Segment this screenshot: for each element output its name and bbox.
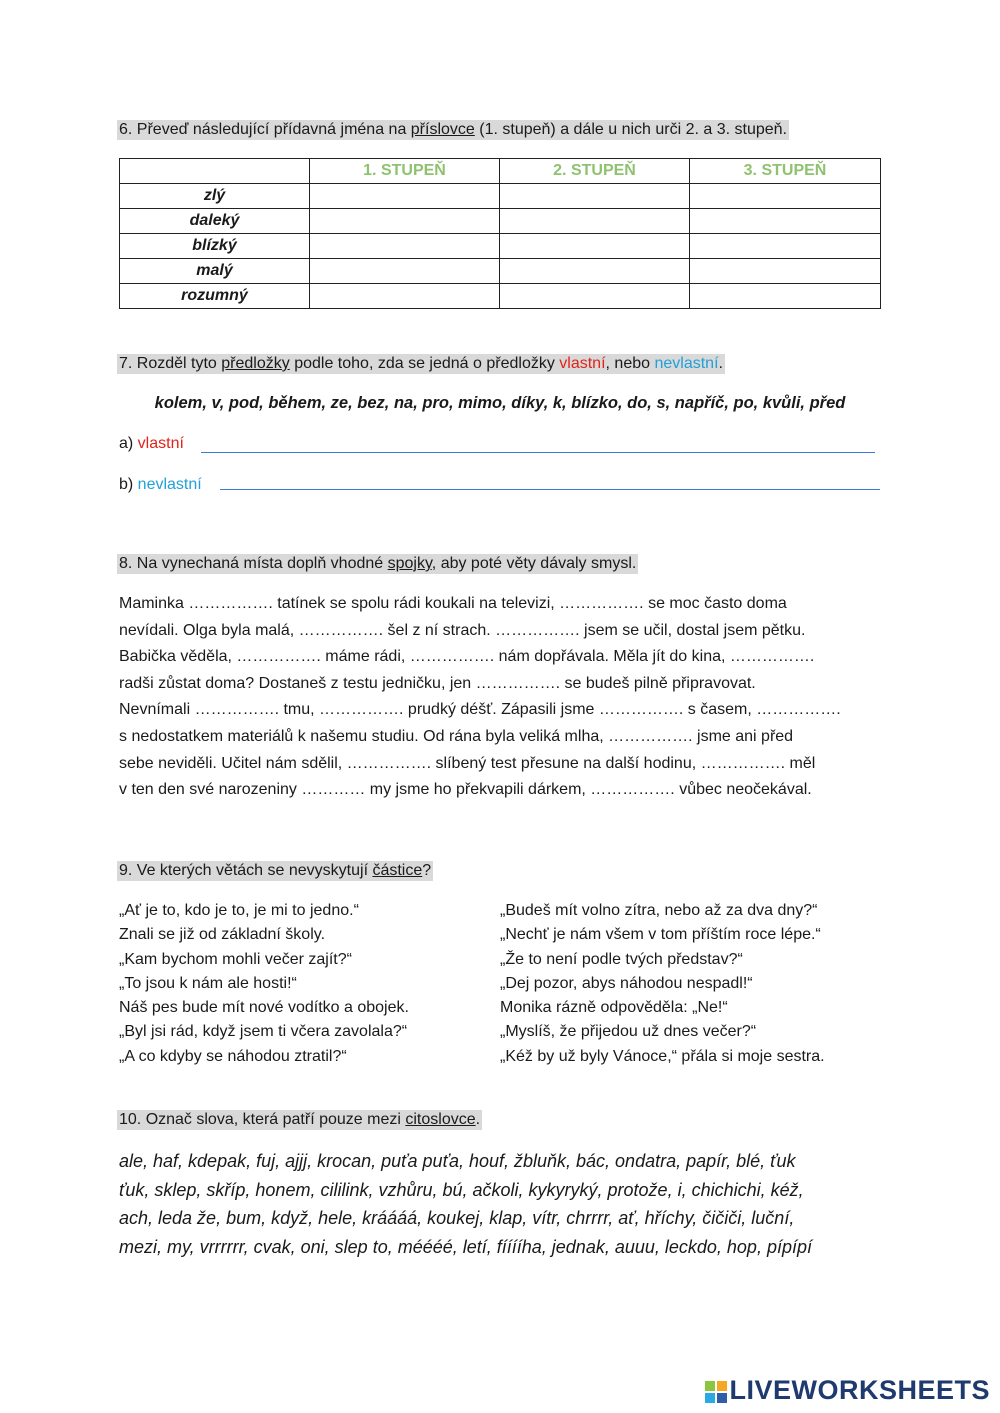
table-row <box>120 234 881 259</box>
task10-keyword: citoslovce <box>405 1111 476 1128</box>
answer-cell[interactable] <box>690 209 881 234</box>
sentence-item[interactable]: „Ať je to, kdo je to, je mi to jedno.“ <box>119 902 359 919</box>
column-header: 2. STUPEŇ <box>500 159 690 184</box>
table-row <box>120 259 881 284</box>
row-label: daleký <box>120 209 310 234</box>
interjection-word-list <box>119 1147 889 1261</box>
table-row <box>120 209 881 234</box>
liveworksheets-logo <box>705 1375 990 1406</box>
sentence-item[interactable]: „Že to není podle tvých představ?“ <box>500 950 743 968</box>
grades-table <box>119 158 881 309</box>
logo-mark-icon <box>705 1381 727 1403</box>
task6-keyword: příslovce <box>410 121 475 138</box>
table-row <box>120 284 881 309</box>
answer-a-line[interactable] <box>201 452 875 453</box>
task9-keyword: částice <box>372 862 423 879</box>
answer-cell[interactable] <box>310 284 500 309</box>
answer-cell[interactable] <box>690 284 881 309</box>
sentence-item[interactable]: „Myslíš, že přijedou už dnes večer?“ <box>500 1023 757 1041</box>
row-label: zlý <box>120 184 310 209</box>
answer-cell[interactable] <box>500 284 690 309</box>
word-line[interactable]: ťuk, sklep, skříp, honem, cililink, vzhůru, bú, ačkoli, kykyryký, protože, i, chichichi, kéž, <box>119 1179 804 1200</box>
logo-square <box>717 1381 727 1391</box>
answer-cell[interactable] <box>310 184 500 209</box>
task8-heading: 8. Na vynechaná místa doplň vhodné spojky, aby poté věty dávaly smysl. <box>119 555 637 572</box>
logo-square <box>705 1381 715 1391</box>
sentence-item[interactable]: Monika rázně odpověděla: „Ne!“ <box>500 999 728 1017</box>
sentence-item[interactable]: „Budeš mít volno zítra, nebo až za dva dny?“ <box>500 902 818 919</box>
answer-cell[interactable] <box>310 234 500 259</box>
sentence-item[interactable]: „To jsou k nám ale hosti!“ <box>119 974 297 992</box>
answer-cell[interactable] <box>310 259 500 284</box>
text-line: sebe neviděli. Učitel nám sdělil, ……………. slíbený test přesune na další hodinu, ……………. měl <box>119 754 816 772</box>
answer-cell[interactable] <box>690 234 881 259</box>
row-label: blízký <box>120 234 310 259</box>
answer-cell[interactable] <box>500 259 690 284</box>
conjunction-paragraph <box>119 591 889 804</box>
task10-heading: 10. Označ slova, která patří pouze mezi citoslovce. <box>119 1111 481 1128</box>
logo-text: LIVEWORKSHEETS <box>729 1375 990 1405</box>
sentence-item[interactable]: „Nechť je nám všem v tom příštím roce lépe.“ <box>500 926 821 944</box>
task7-heading: 7. Rozděl tyto předložky podle toho, zda se jedná o předložky vlastní, nebo nevlastní. <box>119 355 723 372</box>
text-line: Nevnímali ……………. tmu, ……………. prudký déšť. Zápasili jsme ……………. s časem, ……………. <box>119 701 841 719</box>
sentence-item[interactable]: Znali se již od základní školy. <box>119 926 326 944</box>
sentences-right-column <box>500 899 825 1069</box>
sentence-item[interactable]: „Kéž by už byly Vánoce,“ přála si moje sestra. <box>500 1047 825 1065</box>
word-line[interactable]: ach, leda že, bum, když, hele, kráááá, koukej, klap, vítr, chrrrr, ať, hříchy, čičiči, luční, <box>119 1208 795 1228</box>
text-line: s nedostatkem materiálů k našemu studiu. Od rána byla veliká mlha, ……………. jsme ani před <box>119 727 794 745</box>
task9-heading: 9. Ve kterých větách se nevyskytují částice? <box>119 862 432 879</box>
word-line[interactable]: mezi, my, vrrrrrr, cvak, oni, slep to, méééé, letí, fííííha, jednak, auuu, leckdo, hop, pípípí <box>119 1236 812 1257</box>
answer-cell[interactable] <box>690 184 881 209</box>
logo-square <box>705 1393 715 1403</box>
word-line[interactable]: ale, haf, kdepak, fuj, ajjj, krocan, puťa puťa, houf, žbluňk, bác, ondatra, papír, blé, ťuk <box>119 1151 796 1171</box>
answer-cell[interactable] <box>500 184 690 209</box>
answer-a-label: a) vlastní <box>119 435 184 452</box>
sentence-item[interactable]: „Dej pozor, abys náhodou nespadl!“ <box>500 974 753 992</box>
sentences-left-column <box>119 899 409 1069</box>
task6-heading: 6. Převeď následující přídavná jména na příslovce (1. stupeň) a dále u nich urči 2. a 3. stupeň. <box>119 121 787 138</box>
column-header: 1. STUPEŇ <box>310 159 500 184</box>
answer-cell[interactable] <box>690 259 881 284</box>
sentence-item[interactable]: „Byl jsi rád, když jsem ti včera zavolala?“ <box>119 1023 408 1041</box>
prepositions-list: kolem, v, pod, během, ze, bez, na, pro, mimo, díky, k, blízko, do, s, napříč, po, kvůli, před <box>154 394 846 412</box>
table-row <box>120 184 881 209</box>
column-header: 3. STUPEŇ <box>690 159 881 184</box>
task8-keyword: spojky <box>387 555 432 572</box>
answer-cell[interactable] <box>500 234 690 259</box>
table-header-row <box>120 159 881 184</box>
answer-cell[interactable] <box>310 209 500 234</box>
row-label: rozumný <box>120 284 310 309</box>
text-line: Maminka ……………. tatínek se spolu rádi koukali na televizi, ……………. se moc často doma <box>119 595 787 612</box>
header-empty-cell <box>120 159 310 184</box>
sentence-item[interactable]: „A co kdyby se náhodou ztratil?“ <box>119 1047 347 1065</box>
text-line: nevídali. Olga byla malá, ……………. šel z ní strach. ……………. jsem se učil, dostal jsem pětku. <box>119 621 806 639</box>
text-line: v ten den své narozeniny ………… my jsme ho překvapili dárkem, ……………. vůbec neočekával. <box>119 781 812 799</box>
row-label: malý <box>120 259 310 284</box>
answer-cell[interactable] <box>500 209 690 234</box>
sentence-item[interactable]: „Kam bychom mohli večer zajít?“ <box>119 950 352 968</box>
sentence-item[interactable]: Náš pes bude mít nové vodítko a obojek. <box>119 999 409 1017</box>
logo-square <box>717 1393 727 1403</box>
task7-keyword: předložky <box>221 355 290 372</box>
answer-b-line[interactable] <box>220 489 880 490</box>
text-line: radši zůstat doma? Dostaneš z testu jedničku, jen ……………. se budeš pilně připravovat. <box>119 674 756 692</box>
text-line: Babička věděla, ……………. máme rádi, ……………. nám dopřávala. Měla jít do kina, ……………. <box>119 648 815 666</box>
answer-b-label: b) nevlastní <box>119 476 202 493</box>
